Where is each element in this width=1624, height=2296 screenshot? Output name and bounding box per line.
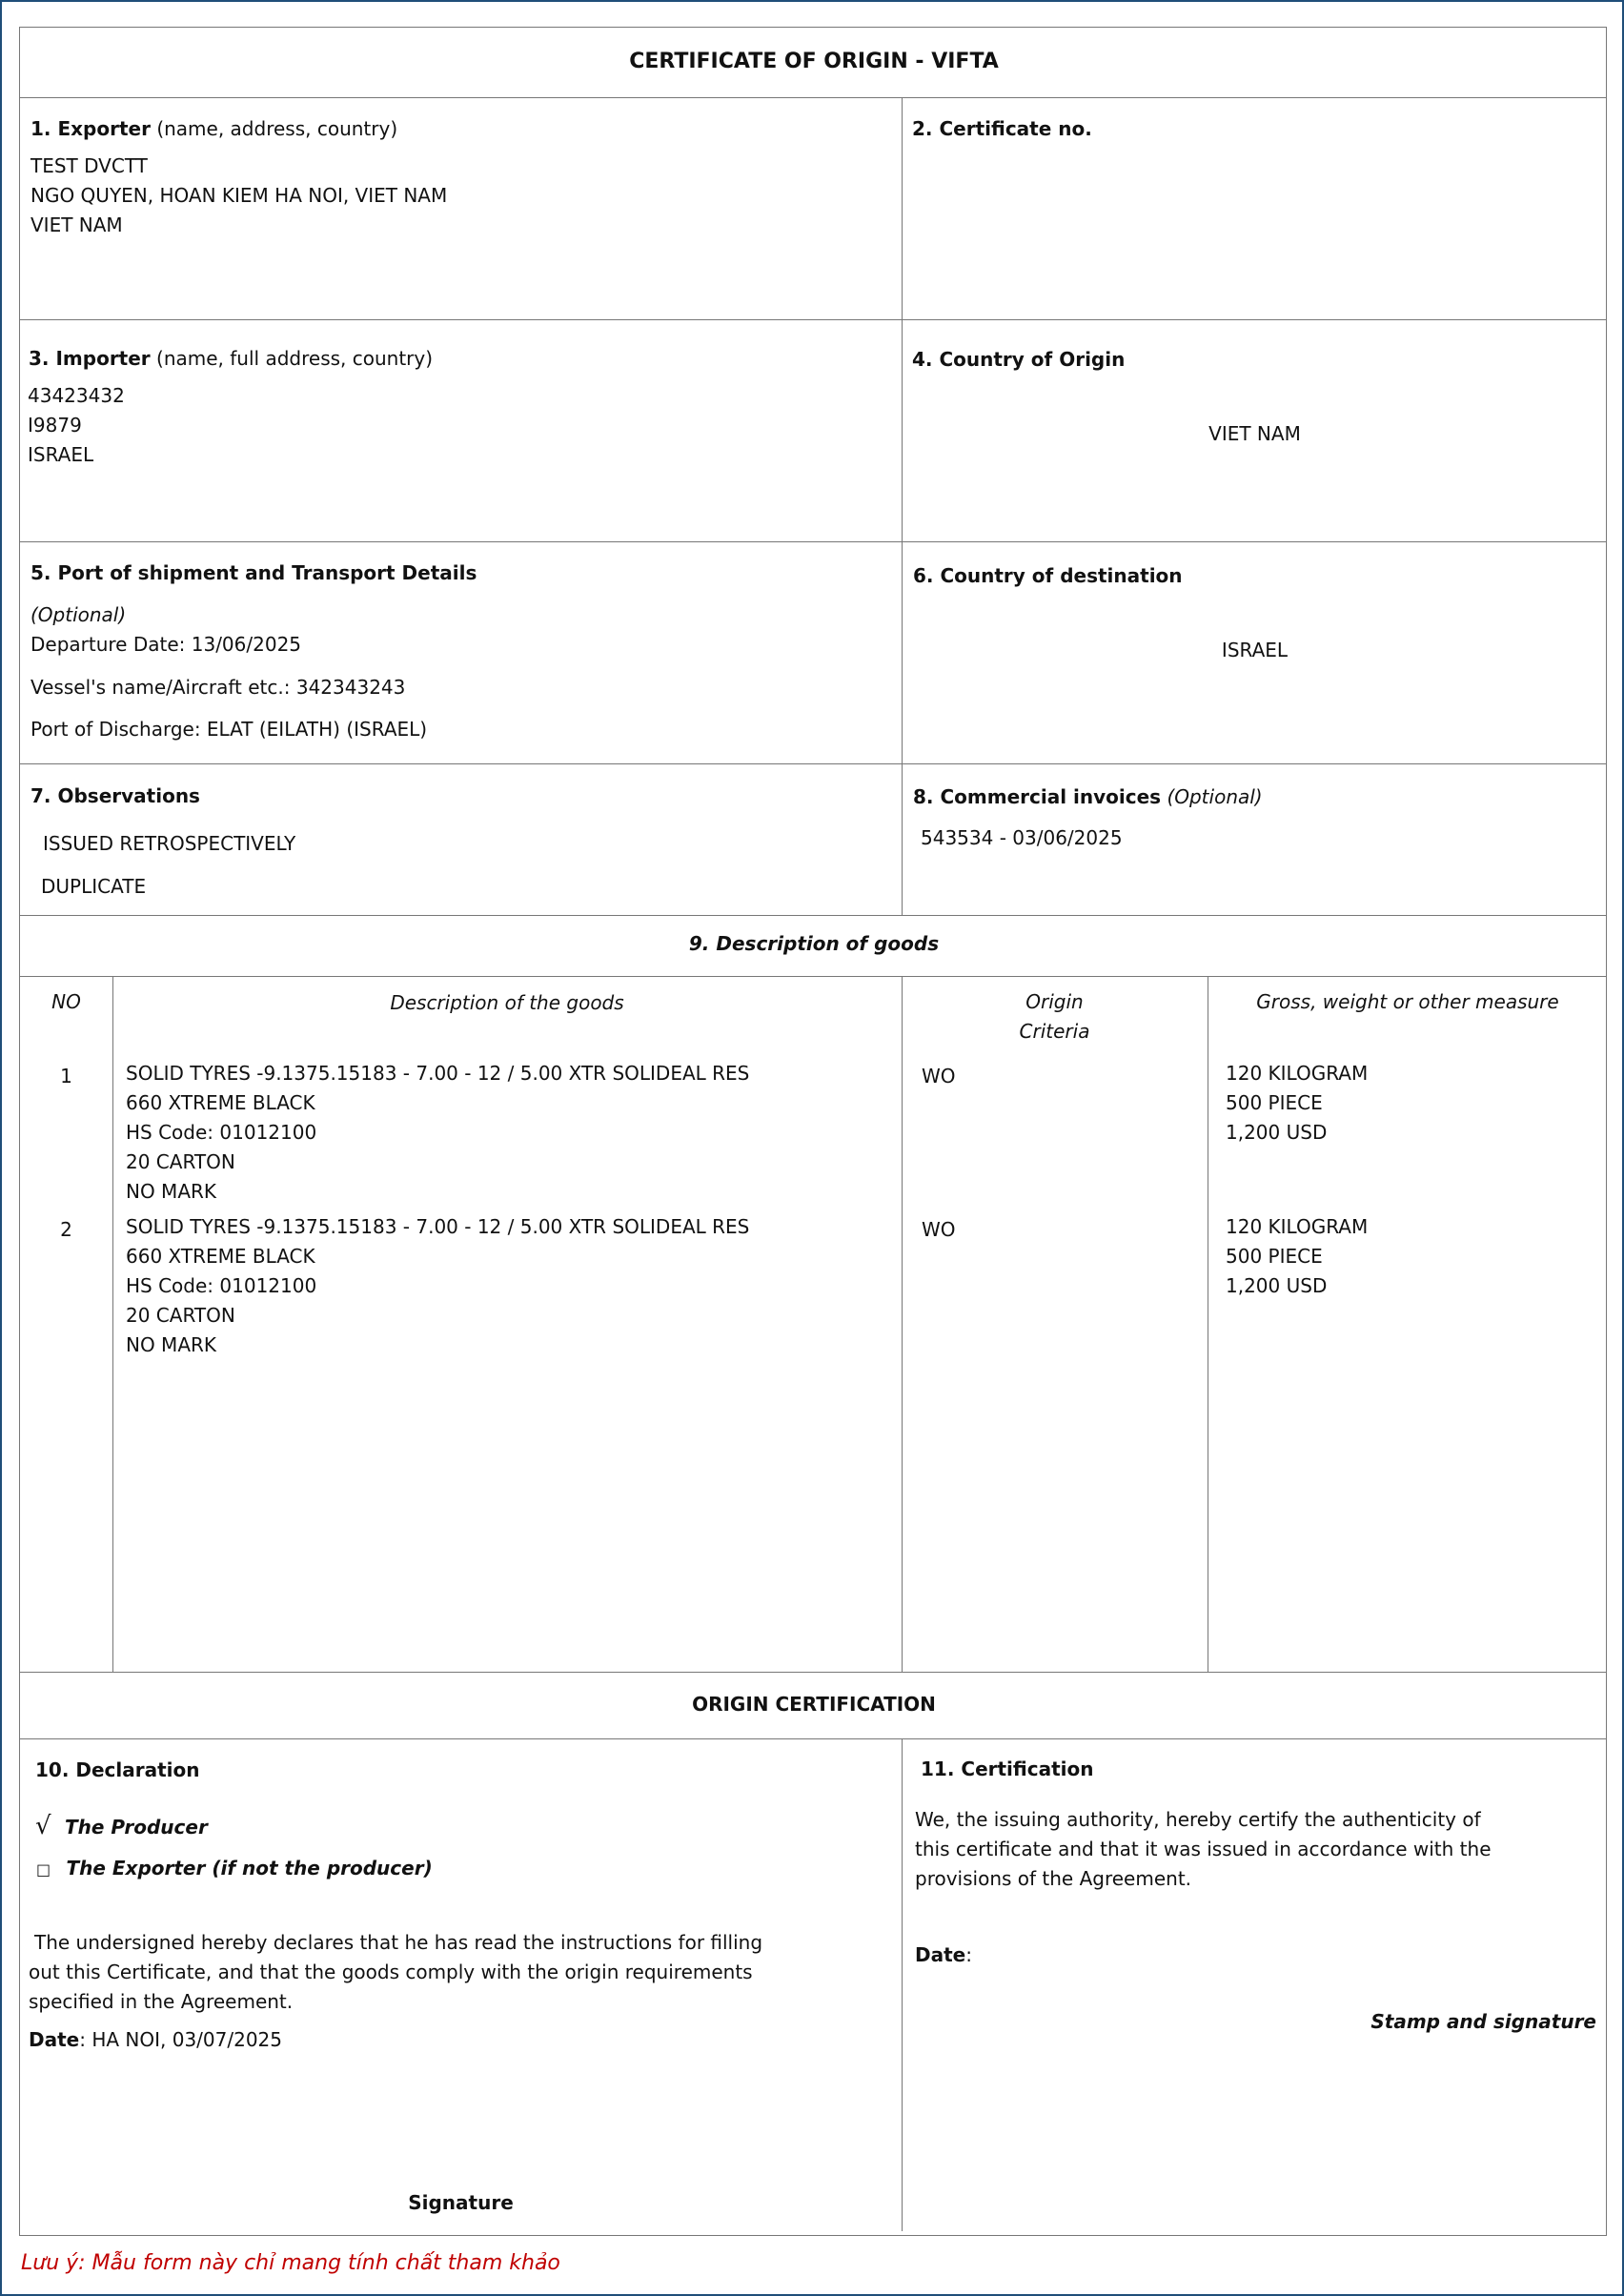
- divider: [20, 1672, 1606, 1673]
- exporter-details: [30, 152, 447, 240]
- goods-row-measure: [1226, 1059, 1368, 1148]
- column-divider: [112, 976, 113, 1672]
- invoice-value: 543534 - 03/06/2025: [921, 826, 1123, 849]
- goods-measure-line: 1,200 USD: [1226, 1274, 1328, 1297]
- goods-row-description: [126, 1212, 749, 1360]
- importer-line: ISRAEL: [28, 443, 94, 466]
- declaration-text: [29, 1928, 762, 2017]
- goods-desc-line: HS Code: 01012100: [126, 1121, 317, 1144]
- stamp-signature-label: Stamp and signature: [1370, 2010, 1596, 2033]
- declaration-date: [29, 2030, 282, 2049]
- goods-desc-line: NO MARK: [126, 1180, 217, 1203]
- goods-row-no: 2: [60, 1218, 72, 1241]
- departure-date: Departure Date: 13/06/2025: [30, 633, 302, 656]
- goods-desc-line: HS Code: 01012100: [126, 1274, 317, 1297]
- column-divider: [902, 97, 903, 915]
- goods-measure-line: 120 KILOGRAM: [1226, 1062, 1369, 1085]
- goods-desc-line: 20 CARTON: [126, 1150, 235, 1173]
- certificate-title: CERTIFICATE OF ORIGIN - VIFTA: [629, 50, 999, 73]
- goods-desc-line: 660 XTREME BLACK: [126, 1245, 315, 1268]
- goods-row-no: 1: [60, 1065, 72, 1087]
- importer-details: [28, 381, 125, 470]
- declaration-label: 10. Declaration: [35, 1758, 200, 1781]
- goods-desc-line: SOLID TYRES -9.1375.15183 - 7.00 - 12 / 5.00 XTR SOLIDEAL RES: [126, 1062, 750, 1085]
- exporter-line: NGO QUYEN, HOAN KIEM HA NOI, VIET NAM: [30, 184, 448, 207]
- goods-section-label: 9. Description of goods: [688, 932, 940, 955]
- goods-measure-line: 120 KILOGRAM: [1226, 1215, 1369, 1238]
- goods-measure-line: 1,200 USD: [1226, 1121, 1328, 1144]
- goods-row-measure: [1226, 1212, 1368, 1301]
- signature-label: Signature: [408, 2191, 514, 2214]
- exporter-label: 1. Exporter: [30, 117, 151, 140]
- divider: [20, 1738, 1606, 1739]
- goods-desc-line: 20 CARTON: [126, 1304, 235, 1327]
- goods-row-criteria: WO: [922, 1218, 956, 1241]
- importer-label: 3. Importer: [29, 347, 151, 370]
- producer-label: The Producer: [64, 1816, 208, 1839]
- goods-header-no: NO: [51, 990, 81, 1013]
- certification-date: [915, 1945, 972, 1964]
- port-of-discharge: Port of Discharge: ELAT (EILATH) (ISRAEL): [30, 718, 428, 741]
- certification-date-label: Date: [915, 1943, 966, 1966]
- goods-row-description: [126, 1059, 749, 1207]
- invoices-label: 8. Commercial invoices: [913, 785, 1162, 808]
- observations-label: 7. Observations: [30, 784, 200, 807]
- goods-header-criteria: Criteria: [1019, 1020, 1090, 1043]
- divider: [20, 319, 1606, 320]
- divider: [20, 976, 1606, 977]
- exporter-sublabel: (name, address, country): [156, 117, 398, 140]
- certification-text: [915, 1805, 1492, 1894]
- divider: [20, 763, 1606, 764]
- divider: [20, 541, 1606, 542]
- certification-line: We, the issuing authority, hereby certify the authenticity of: [915, 1808, 1481, 1831]
- goods-row-criteria: WO: [922, 1065, 956, 1087]
- country-of-origin-value: VIET NAM: [1208, 422, 1301, 445]
- goods-header-origin: Origin: [1025, 990, 1084, 1013]
- certification-line: this certificate and that it was issued in accordance with the: [915, 1838, 1492, 1860]
- exporter-heading: [30, 119, 397, 138]
- country-of-origin-label: 4. Country of Origin: [912, 348, 1126, 371]
- declaration-line: The undersigned hereby declares that he has read the instructions for filling: [34, 1931, 763, 1954]
- importer-line: 43423432: [28, 384, 125, 407]
- goods-header-description: Description of the goods: [390, 991, 624, 1014]
- declaration-line: out this Certificate, and that the goods comply with the origin requirements: [29, 1961, 753, 1983]
- observation-line: DUPLICATE: [41, 875, 147, 898]
- origin-certification-heading: ORIGIN CERTIFICATION: [692, 1693, 936, 1716]
- exporter-option: [36, 1859, 433, 1878]
- declaration-date-label: Date: [29, 2028, 80, 2051]
- reference-note: Lưu ý: Mẫu form này chỉ mang tính chất tham khảo: [21, 2251, 560, 2275]
- column-divider: [902, 976, 903, 1672]
- checkbox-icon: □: [36, 1860, 51, 1879]
- exporter-option-label: The Exporter (if not the producer): [66, 1857, 433, 1879]
- declaration-line: specified in the Agreement.: [29, 1990, 294, 2013]
- goods-measure-line: 500 PIECE: [1226, 1091, 1323, 1114]
- goods-header-measure: Gross, weight or other measure: [1256, 990, 1559, 1013]
- certificate-form: [19, 27, 1607, 2236]
- certification-label: 11. Certification: [921, 1758, 1094, 1780]
- declaration-date-value: : HA NOI, 03/07/2025: [79, 2028, 282, 2051]
- goods-desc-line: 660 XTREME BLACK: [126, 1091, 315, 1114]
- certification-date-value: :: [965, 1943, 972, 1966]
- observation-line: ISSUED RETROSPECTIVELY: [43, 832, 296, 855]
- exporter-line: VIET NAM: [30, 213, 123, 236]
- goods-desc-line: NO MARK: [126, 1333, 217, 1356]
- exporter-line: TEST DVCTT: [30, 154, 148, 177]
- producer-option: [35, 1814, 208, 1839]
- certificate-no-label: 2. Certificate no.: [912, 117, 1092, 140]
- transport-optional: (Optional): [30, 603, 127, 626]
- invoices-optional: (Optional): [1167, 785, 1263, 808]
- checkmark-icon: √: [35, 1812, 51, 1840]
- divider: [20, 915, 1606, 916]
- transport-label: 5. Port of shipment and Transport Details: [30, 561, 477, 584]
- goods-desc-line: SOLID TYRES -9.1375.15183 - 7.00 - 12 / 5.00 XTR SOLIDEAL RES: [126, 1215, 750, 1238]
- divider: [20, 97, 1606, 98]
- importer-line: I9879: [28, 414, 82, 437]
- goods-measure-line: 500 PIECE: [1226, 1245, 1323, 1268]
- vessel-name: Vessel's name/Aircraft etc.: 342343243: [30, 676, 406, 699]
- destination-label: 6. Country of destination: [913, 564, 1183, 587]
- importer-heading: [29, 349, 433, 368]
- invoices-heading: [913, 787, 1263, 806]
- importer-sublabel: (name, full address, country): [156, 347, 434, 370]
- destination-value: ISRAEL: [1221, 639, 1289, 661]
- certification-line: provisions of the Agreement.: [915, 1867, 1192, 1890]
- column-divider: [902, 1738, 903, 2231]
